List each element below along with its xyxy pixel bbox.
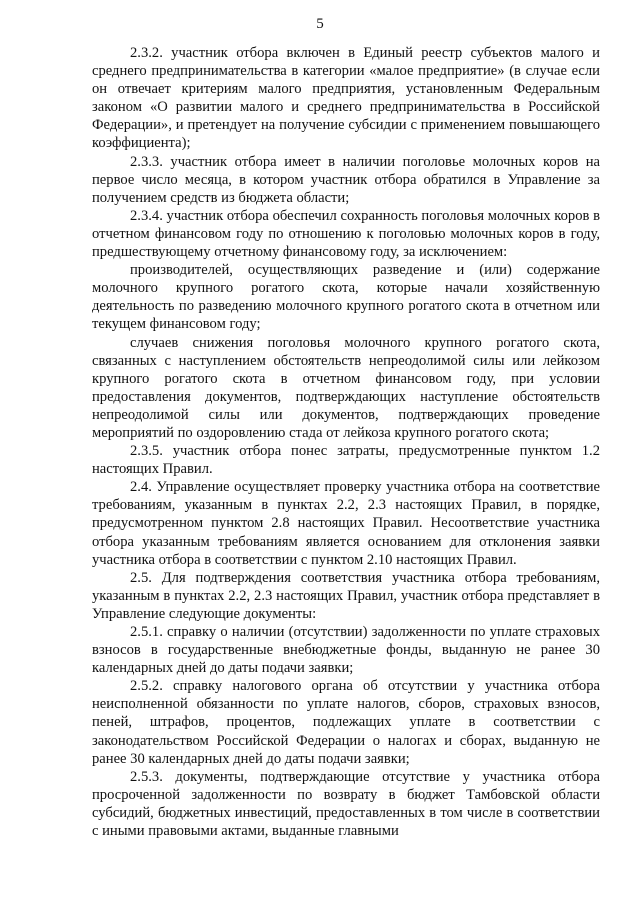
document-body	[92, 44, 600, 840]
paragraph-exception-producers: производителей, осуществляющих разведение и (или) содержание молочного крупного рогатого скота, которые начали хозяйственную деятельность по разведению молочного крупного рогатого скота в отчетном или текущем финансовом году;	[92, 262, 600, 333]
paragraph-exception-livestock-decrease: случаев снижения поголовья молочного крупного рогатого скота, связанных с наступлением обстоятельств непреодолимой силы или лейкозом крупного рогатого скота в отчетном финансовом году, при условии предоставления документов, подтверждающих наступление обстоятельств непреодолимой силы или документов, подтверждающих проведение мероприятий по оздоровлению стада от лейкоза крупного рогатого скота;	[92, 334, 600, 441]
paragraph-2-5: 2.5. Для подтверждения соответствия участника отбора требованиям, указанным в пунктах 2.2, 2.3 настоящих Правил, участник отбора представляет в Управление следующие документы:	[92, 569, 600, 622]
paragraph-2-5-3: 2.5.3. документы, подтверждающие отсутствие у участника отбора просроченной задолженности по возврату в бюджет Тамбовской области субсидий, бюджетных инвестиций, предоставленных в том числе в соответствии с иными правовыми актами, выданные главными	[92, 768, 600, 840]
page-number: 5	[316, 16, 324, 32]
paragraph-2-5-2: 2.5.2. справку налогового органа об отсутствии у участника отбора неисполненной обязанности по уплате налогов, сборов, страховых взносов, пеней, штрафов, процентов, подлежащих уплате в соответствии с законодательством Российской Федерации о налогах и сборах, выданную не ранее 30 календарных дней до даты подачи заявки;	[92, 678, 600, 767]
paragraph-2-4: 2.4. Управление осуществляет проверку участника отбора на соответствие требованиям, указанным в пунктах 2.2, 2.3 настоящих Правил, в порядке, предусмотренном пунктом 2.8 настоящих Правил. Несоответствие участника отбора указанным требованиям является основанием для отклонения заявки участника отбора в соответствии с пунктом 2.10 настоящих Правил.	[92, 479, 600, 568]
paragraph-2-5-1: 2.5.1. справку о наличии (отсутствии) задолженности по уплате страховых взносов в государственные внебюджетные фонды, выданную не ранее 30 календарных дней до даты подачи заявки;	[92, 624, 600, 677]
paragraph-2-3-2: 2.3.2. участник отбора включен в Единый реестр субъектов малого и среднего предпринимательства в категории «малое предприятие» (в случае если он отвечает критериям малого предприятия, установленным Федеральным законом «О развитии малого и среднего предпринимательства в Российской Федерации», и претендует на получение субсидии с применением повышающего коэффициента);	[92, 45, 600, 152]
paragraph-2-3-4: 2.3.4. участник отбора обеспечил сохранность поголовья молочных коров в отчетном финансовом году по отношению к поголовью молочных коров в году, предшествующему отчетному финансовому году, за исключением:	[92, 207, 600, 261]
paragraph-2-3-5: 2.3.5. участник отбора понес затраты, предусмотренные пунктом 1.2 настоящих Правил.	[92, 443, 600, 478]
paragraph-2-3-3: 2.3.3. участник отбора имеет в наличии поголовье молочных коров на первое число месяца, в котором участник отбора обратился в Управление за получением средств из бюджета области;	[92, 153, 600, 206]
